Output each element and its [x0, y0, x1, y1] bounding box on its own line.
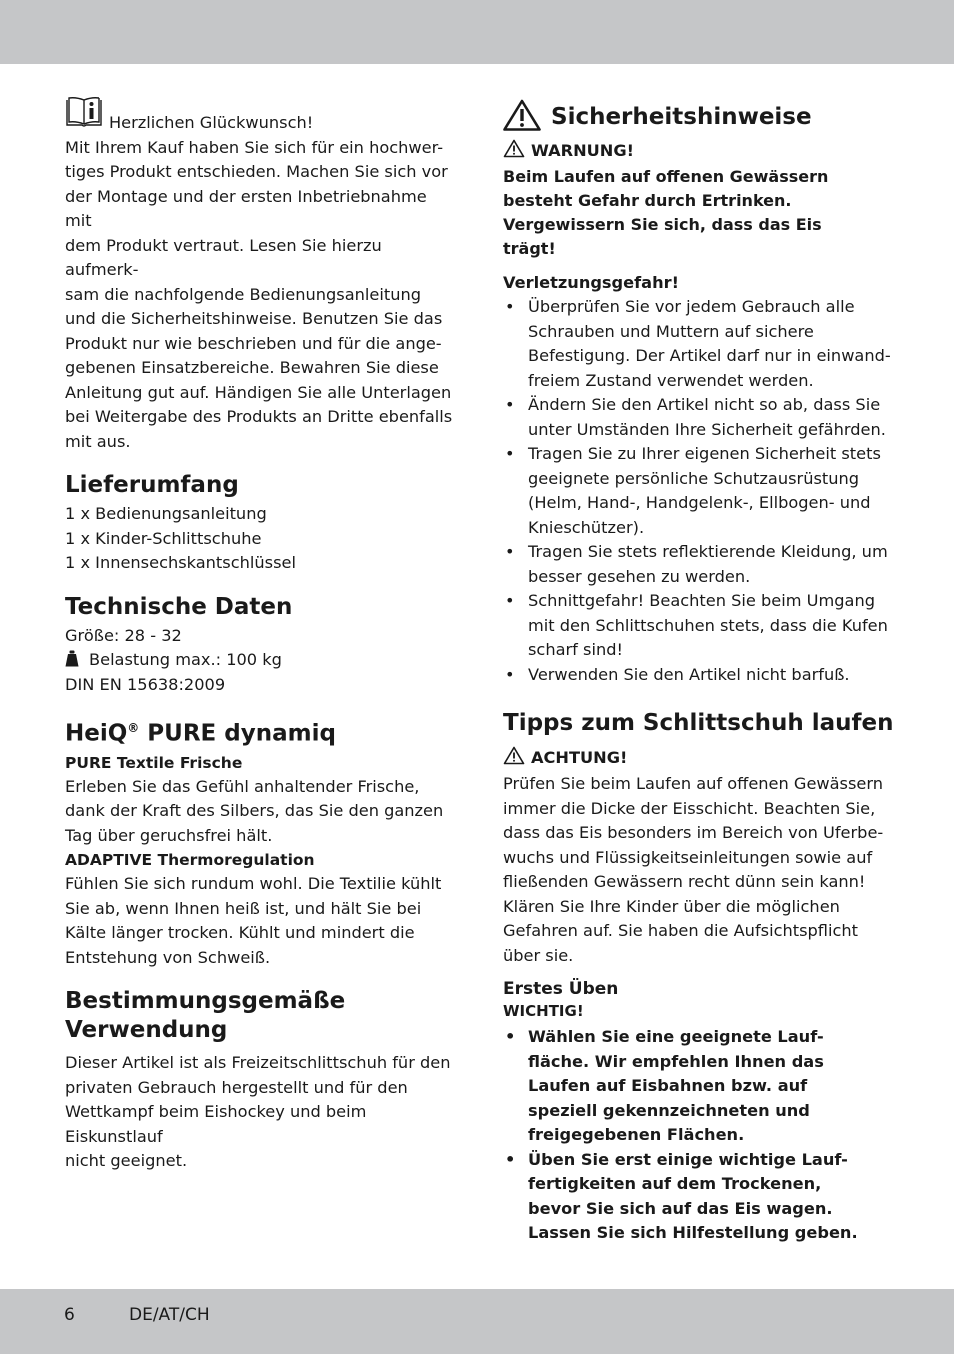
list-item: • Üben Sie erst einige wichtige Lauf- fertigkeiten auf dem Trockenen, bevor Sie sich auf das Eis wagen. Lassen Sie sich Hilfestellung geben. [503, 1148, 898, 1246]
lieferumfang-heading: Lieferumfang [65, 472, 239, 498]
tipps-heading: Tipps zum Schlittschuh laufen [503, 710, 894, 736]
left-column [65, 96, 457, 1174]
language-code: DE/AT/CH [129, 1305, 210, 1325]
heiq-heading: HeiQ® PURE dynamiq [65, 720, 336, 747]
warning-triangle-icon [503, 99, 541, 135]
intro-text: Mit Ihrem Kauf haben Sie sich für ein hochwer- tiges Produkt entschieden. Machen Sie sich vor der Montage und der ersten Inbetriebnahme mit dem Produkt vertraut. Lesen Sie hierzu aufmerk- sam die nachfolgende Bedienungsanleitung und die Sicherheitshinweise. Benutzen Sie das Produkt nur wie beschrieben und für die ange- gebenen Einsatzbereiche. Bewahren Sie diese Anleitung gut auf. Händigen Sie alle Unterlagen bei Weitergabe des Produkts an Dritte ebenfalls mit aus. [65, 137, 453, 451]
technische-daten-list [65, 624, 457, 698]
intro-greeting-line [65, 96, 457, 136]
norm-value: DIN EN 15638:2009 [65, 674, 226, 694]
heiq-subheading-thermo: ADAPTIVE Thermoregulation [65, 851, 315, 870]
list-item: • Wählen Sie eine geeignete Lauf- fläche. Wir empfehlen Ihnen das Laufen auf Eisbahnen bzw. auf speziell gekennzeichneten und freigegebenen Flächen. [503, 1025, 898, 1148]
bestimmung-heading: Bestimmungsgemäße Verwendung [65, 988, 346, 1044]
list-item: • Ändern Sie den Artikel nicht so ab, dass Sie unter Umständen Ihre Sicherheit gefährden. [503, 393, 898, 442]
list-item: 1 x Kinder-Schlittschuhe [65, 528, 262, 548]
list-item: • Verwenden Sie den Artikel nicht barfuß. [503, 663, 898, 688]
safety-bullet-list [503, 295, 898, 687]
intro-section [65, 96, 457, 454]
attention-label-row [503, 746, 898, 772]
page-number: 6 [64, 1305, 75, 1325]
list-item: 1 x Innensechskantschlüssel [65, 553, 296, 572]
important-bullet-list [503, 1025, 898, 1246]
load-value: Belastung max.: 100 kg [89, 650, 282, 669]
attention-label: ACHTUNG! [531, 748, 628, 767]
footer-bar [0, 1289, 954, 1354]
warning-small-icon [503, 746, 525, 772]
list-item: • Überprüfen Sie vor jedem Gebrauch alle Schrauben und Muttern auf sichere Befestigung. Der Artikel darf nur in einwand- freiem Zustand verwendet werden. [503, 295, 898, 393]
weight-icon [65, 650, 79, 667]
warning-label: WARNUNG! [531, 141, 635, 160]
tipps-text: Prüfen Sie beim Laufen auf offenen Gewässern immer die Dicke der Eisschicht. Beachten Sie, dass das Eis besonders im Bereich von Uferbe- wuchs und Flüssigkeitseinleitungen sowie auf fließenden Gewässern recht dünn sein kann! Klären Sie Ihre Kinder über die möglichen Gefahren auf. Sie haben die Aufsichtspflicht über sie. [503, 774, 884, 965]
list-item: • Schnittgefahr! Beachten Sie beim Umgang mit den Schlittschuhen stets, dass die Kufen scharf sind! [503, 589, 898, 663]
list-item: • Tragen Sie stets reflektierende Kleidung, um besser gesehen zu werden. [503, 540, 898, 589]
right-column [503, 99, 898, 1246]
warning-small-icon [503, 139, 525, 165]
verletzungsgefahr-heading: Verletzungsgefahr! [503, 273, 679, 292]
lieferumfang-list [65, 502, 457, 576]
technische-daten-heading: Technische Daten [65, 593, 293, 620]
bestimmung-text: Dieser Artikel ist als Freizeitschlittschuh für den privaten Gebrauch hergestellt und für den Wettkampf beim Eishockey und beim Eiskunstlauf nicht geeignet. [65, 1053, 451, 1171]
size-value: Größe: 28 - 32 [65, 625, 182, 645]
heiq-text-thermo: Fühlen Sie sich rundum wohl. Die Textilie kühlt Sie ab, wenn Ihnen heiß ist, und hält Sie bei Kälte länger trocken. Kühlt und mindert die Entstehung von Schweiß. [65, 874, 442, 967]
heiq-subheading-frische: PURE Textile Frische [65, 753, 243, 772]
intro-greeting: Herzlichen Glückwunsch! [109, 113, 314, 132]
erstes-ueben-heading: Erstes Üben [503, 979, 619, 999]
manual-info-icon [65, 96, 103, 136]
heiq-text-frische: Erleben Sie das Gefühl anhaltender Frische, dank der Kraft des Silbers, das Sie den ganzen Tag über geruchsfrei hält. [65, 776, 444, 845]
list-item: 1 x Bedienungsanleitung [65, 504, 267, 523]
important-label: WICHTIG! [503, 1002, 584, 1020]
sicherheit-title-row [503, 99, 898, 135]
list-item: • Tragen Sie zu Ihrer eigenen Sicherheit stets geeignete persönliche Schutzausrüstung (Helm, Hand-, Handgelenk-, Ellbogen- und Knieschützer). [503, 442, 898, 540]
load-line [65, 648, 457, 673]
header-bar [0, 0, 954, 64]
warning-label-row [503, 139, 898, 165]
sicherheit-heading: Sicherheitshinweise [551, 103, 812, 130]
warning-text: Beim Laufen auf offenen Gewässern besteht Gefahr durch Ertrinken. Vergewissern Sie sich, dass das Eis trägt! [503, 167, 829, 258]
